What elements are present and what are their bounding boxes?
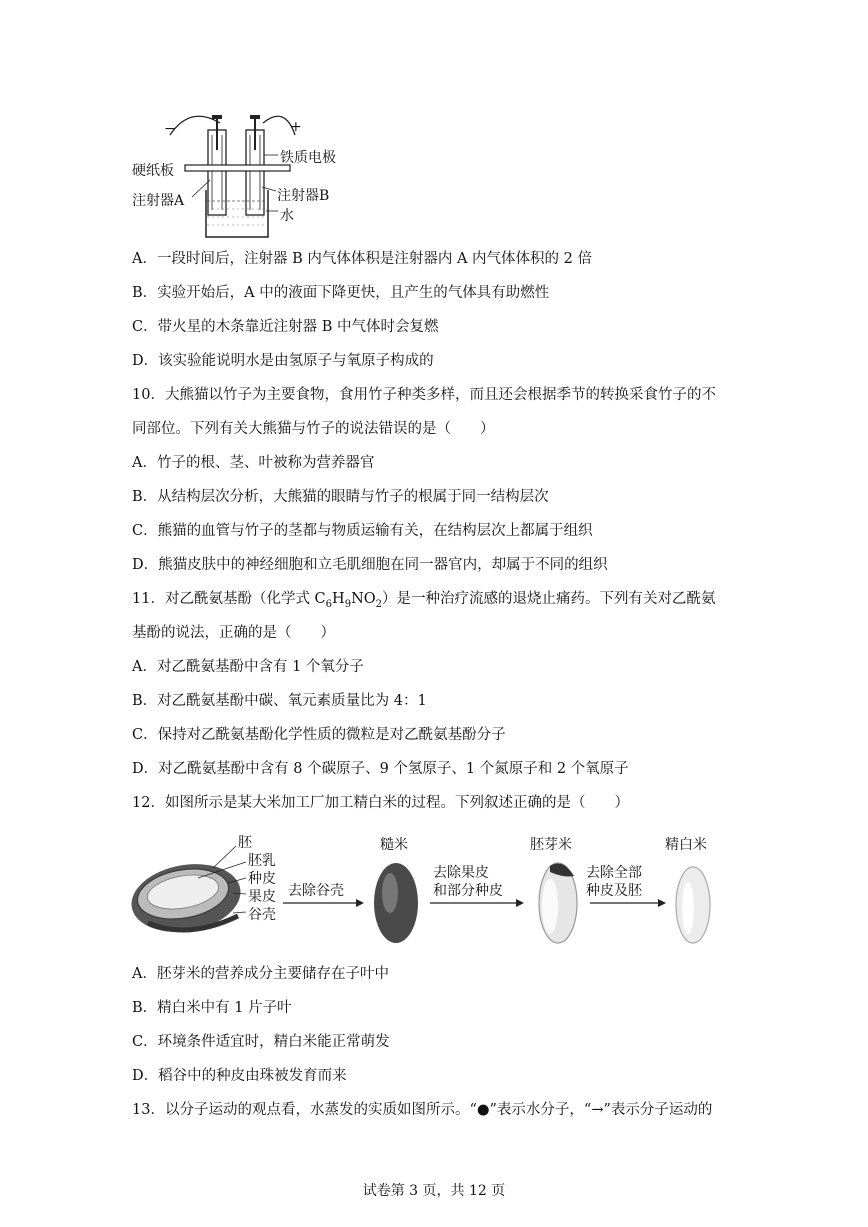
q12-option-d: D．稻谷中的种皮由珠被发育而来 bbox=[132, 1068, 347, 1084]
step2-label-line1: 去除果皮 bbox=[433, 865, 489, 881]
q11-option-a: A．对乙酰氨基酚中含有 1 个氧分子 bbox=[132, 659, 364, 675]
water-label: 水 bbox=[280, 208, 294, 224]
husk-label: 谷壳 bbox=[248, 907, 276, 923]
q9-option-c: C．带火星的木条靠近注射器 B 中气体时会复燃 bbox=[132, 319, 439, 335]
q11-option-d: D．对乙酰氨基酚中含有 8 个碳原子、9 个氢原子、1 个氮原子和 2 个氧原子 bbox=[132, 761, 629, 777]
embryo-label: 胚 bbox=[238, 835, 252, 851]
q11-stem-line2: 基酚的说法，正确的是（ ） bbox=[132, 625, 335, 641]
syringe-b-label: 注射器B bbox=[277, 188, 330, 204]
q9-option-b: B．实验开始后，A 中的液面下降更快，且产生的气体具有助燃性 bbox=[132, 285, 550, 301]
q12-option-a: A．胚芽米的营养成分主要储存在子叶中 bbox=[132, 966, 389, 982]
q9-option-a: A．一段时间后，注射器 B 内气体体积是注射器内 A 内气体体积的 2 倍 bbox=[132, 251, 592, 267]
q11-stem-part2: ）是一种治疗流感的退烧止痛药。下列有关对乙酰氨 bbox=[382, 591, 716, 607]
germ-rice-label: 胚芽米 bbox=[530, 837, 572, 853]
minus-sign: − bbox=[164, 121, 176, 137]
electrolysis-figure bbox=[130, 105, 360, 245]
q11-stem-line1 bbox=[132, 589, 716, 615]
q12-option-c: C．环境条件适宜时，精白米能正常萌发 bbox=[132, 1034, 390, 1050]
step3-label-line1: 去除全部 bbox=[586, 865, 642, 881]
step3-label-line2: 种皮及胚 bbox=[586, 883, 642, 899]
seedcoat-label: 种皮 bbox=[248, 871, 276, 887]
formula-sub-2: 2 bbox=[375, 598, 383, 610]
q10-stem-line2: 同部位。下列有关大熊猫与竹子的说法错误的是（ ） bbox=[132, 421, 495, 437]
cardboard-label: 硬纸板 bbox=[132, 163, 174, 179]
q11-option-c: C．保持对乙酰氨基酚化学性质的微粒是对乙酰氨基酚分子 bbox=[132, 727, 506, 743]
q11-stem-part1: 11．对乙酰氨基酚（化学式 C bbox=[132, 591, 326, 607]
plus-sign: + bbox=[290, 119, 302, 135]
q10-option-b: B．从结构层次分析，大熊猫的眼睛与竹子的根属于同一结构层次 bbox=[132, 489, 549, 505]
q10-option-c: C．熊猫的血管与竹子的茎都与物质运输有关，在结构层次上都属于组织 bbox=[132, 523, 593, 539]
step1-label: 去除谷壳 bbox=[288, 883, 344, 899]
electrode-label: 铁质电极 bbox=[280, 150, 336, 166]
q10-option-d: D．熊猫皮肤中的神经细胞和立毛肌细胞在同一器官内，却属于不同的组织 bbox=[132, 557, 608, 573]
formula-sub-6: 6 bbox=[325, 598, 333, 610]
q10-stem-line1: 10．大熊猫以竹子为主要食物，食用竹子种类多样，而且还会根据季节的转换采食竹子的不 bbox=[132, 387, 716, 403]
page-footer: 试卷第 3 页，共 12 页 bbox=[362, 1183, 506, 1199]
step2-label-line2: 和部分种皮 bbox=[433, 883, 503, 899]
formula-sub-9: 9 bbox=[344, 598, 352, 610]
q12-stem: 12．如图所示是某大米加工厂加工精白米的过程。下列叙述正确的是（ ） bbox=[132, 795, 629, 811]
formula-h: H bbox=[332, 591, 345, 607]
q11-option-b: B．对乙酰氨基酚中碳、氧元素质量比为 4：1 bbox=[132, 693, 427, 709]
syringe-a-label: 注射器A bbox=[132, 193, 185, 209]
endosperm-label: 胚乳 bbox=[248, 853, 276, 869]
pericarp-label: 果皮 bbox=[248, 889, 276, 905]
q10-option-a: A．竹子的根、茎、叶被称为营养器官 bbox=[132, 455, 375, 471]
q13-stem: 13．以分子运动的观点看，水蒸发的实质如图所示。“●”表示水分子，“→”表示分子运动的 bbox=[132, 1102, 713, 1118]
q12-option-b: B．精白米中有 1 片子叶 bbox=[132, 1000, 292, 1016]
rice-process-figure bbox=[128, 828, 728, 953]
white-rice-label: 精白米 bbox=[665, 837, 707, 853]
brown-rice-label: 糙米 bbox=[380, 837, 408, 853]
formula-no: NO bbox=[351, 591, 376, 607]
q9-option-d: D．该实验能说明水是由氢原子与氧原子构成的 bbox=[132, 353, 434, 369]
